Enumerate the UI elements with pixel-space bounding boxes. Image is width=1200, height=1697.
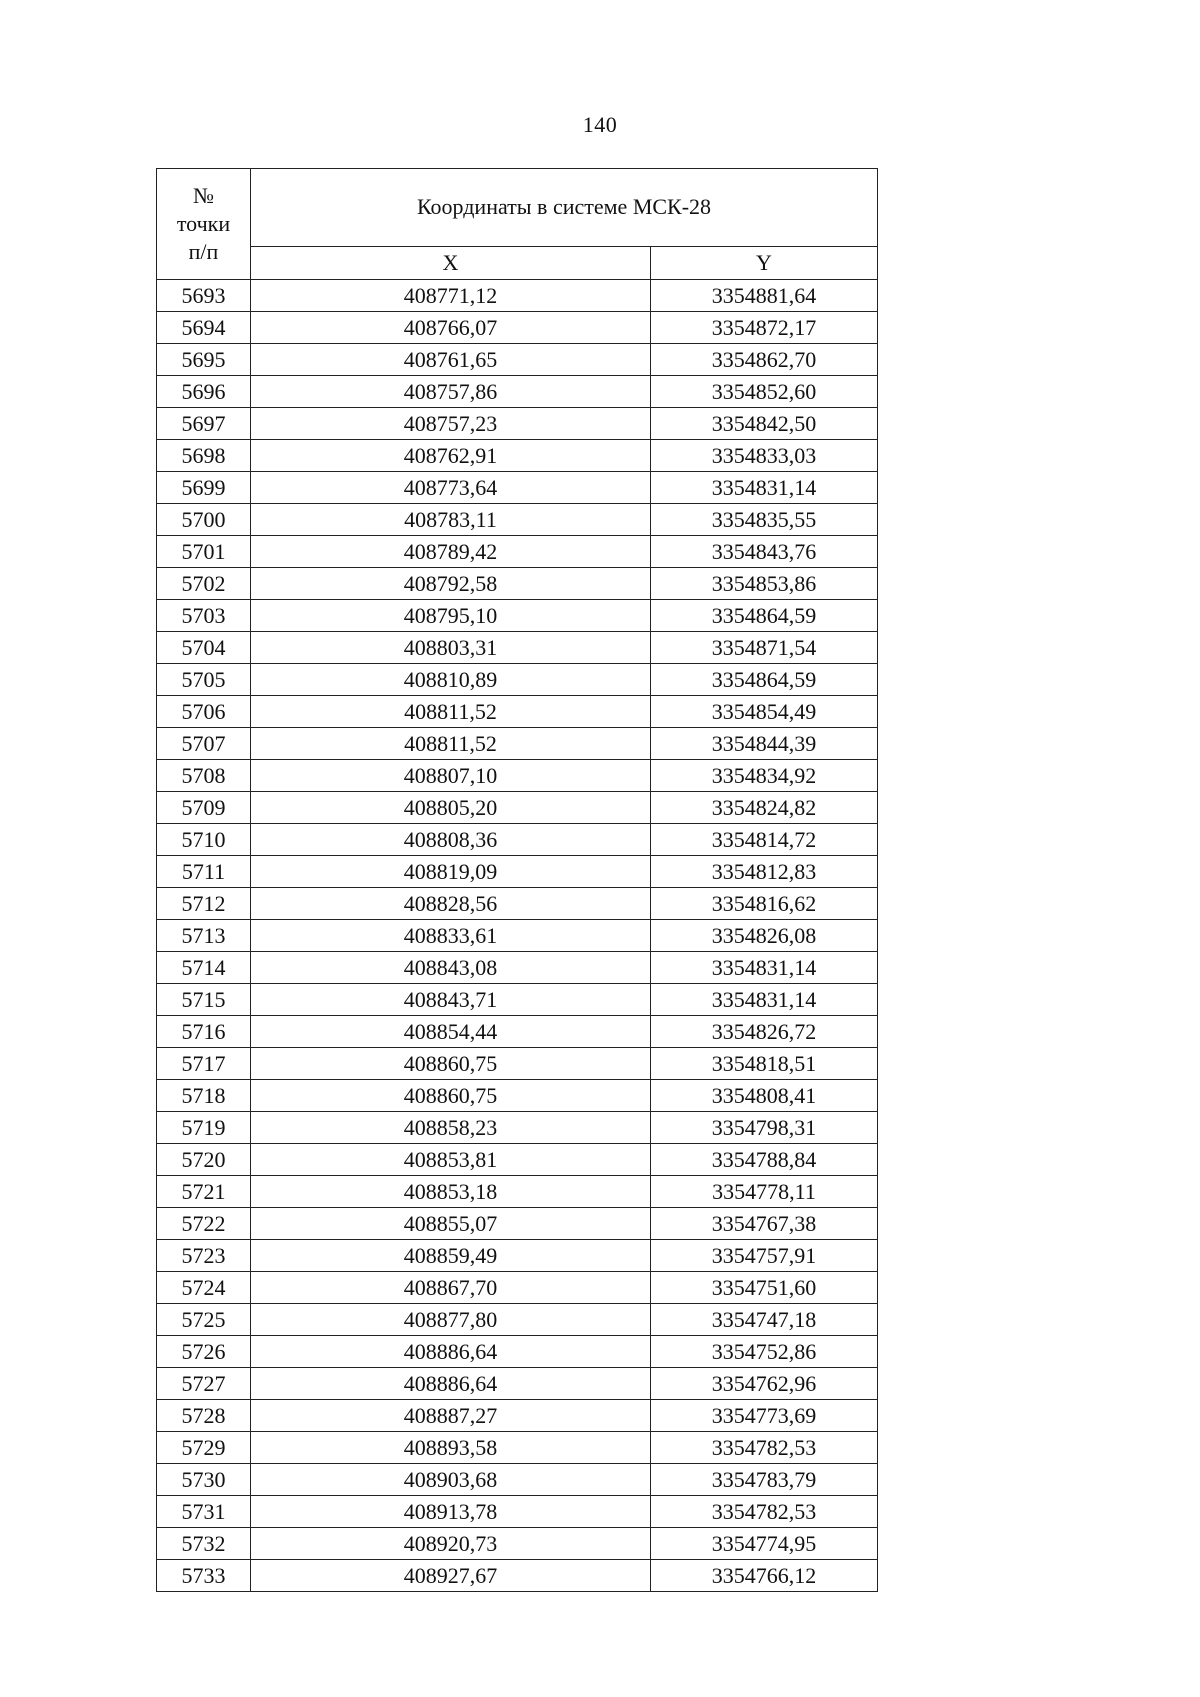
point-number-cell: 5725 (157, 1304, 251, 1336)
x-coordinate-cell: 408893,58 (251, 1432, 651, 1464)
x-coordinate-cell: 408807,10 (251, 760, 651, 792)
table-row (157, 280, 878, 312)
y-coordinate-cell: 3354834,92 (651, 760, 878, 792)
point-number-cell: 5718 (157, 1080, 251, 1112)
y-coordinate-cell: 3354842,50 (651, 408, 878, 440)
point-number-cell: 5705 (157, 664, 251, 696)
table-row (157, 1208, 878, 1240)
point-number-cell: 5706 (157, 696, 251, 728)
y-coordinate-cell: 3354816,62 (651, 888, 878, 920)
x-coordinate-cell: 408828,56 (251, 888, 651, 920)
point-number-cell: 5722 (157, 1208, 251, 1240)
point-number-cell: 5698 (157, 440, 251, 472)
x-coordinate-cell: 408867,70 (251, 1272, 651, 1304)
table-row (157, 1304, 878, 1336)
y-coordinate-cell: 3354835,55 (651, 504, 878, 536)
point-number-cell: 5726 (157, 1336, 251, 1368)
y-coordinate-cell: 3354831,14 (651, 472, 878, 504)
x-coordinate-cell: 408773,64 (251, 472, 651, 504)
x-coordinate-cell: 408783,11 (251, 504, 651, 536)
point-number-cell: 5694 (157, 312, 251, 344)
table-row (157, 1528, 878, 1560)
y-coordinate-cell: 3354773,69 (651, 1400, 878, 1432)
x-coordinate-cell: 408913,78 (251, 1496, 651, 1528)
x-coordinate-cell: 408792,58 (251, 568, 651, 600)
y-coordinate-cell: 3354824,82 (651, 792, 878, 824)
point-number-cell: 5727 (157, 1368, 251, 1400)
table-row (157, 1080, 878, 1112)
point-number-cell: 5701 (157, 536, 251, 568)
table-row (157, 952, 878, 984)
table-row (157, 792, 878, 824)
point-number-cell: 5731 (157, 1496, 251, 1528)
x-coordinate-cell: 408855,07 (251, 1208, 651, 1240)
x-coordinate-cell: 408766,07 (251, 312, 651, 344)
x-coordinate-cell: 408858,23 (251, 1112, 651, 1144)
x-coordinate-cell: 408853,18 (251, 1176, 651, 1208)
table-row (157, 1112, 878, 1144)
y-coordinate-cell: 3354818,51 (651, 1048, 878, 1080)
coordinates-table (156, 168, 878, 1592)
table-row (157, 1272, 878, 1304)
y-coordinate-cell: 3354872,17 (651, 312, 878, 344)
number-header-line2: точки (176, 211, 231, 236)
y-coordinate-cell: 3354762,96 (651, 1368, 878, 1400)
x-coordinate-cell: 408789,42 (251, 536, 651, 568)
table-row (157, 504, 878, 536)
table-row (157, 568, 878, 600)
y-coordinate-cell: 3354808,41 (651, 1080, 878, 1112)
number-symbol: № (193, 183, 214, 208)
point-number-cell: 5693 (157, 280, 251, 312)
point-number-cell: 5700 (157, 504, 251, 536)
x-coordinate-cell: 408903,68 (251, 1464, 651, 1496)
x-coordinate-cell: 408811,52 (251, 728, 651, 760)
x-coordinate-cell: 408886,64 (251, 1368, 651, 1400)
y-coordinate-cell: 3354757,91 (651, 1240, 878, 1272)
point-number-cell: 5699 (157, 472, 251, 504)
x-coordinate-cell: 408833,61 (251, 920, 651, 952)
point-number-cell: 5729 (157, 1432, 251, 1464)
x-coordinate-cell: 408810,89 (251, 664, 651, 696)
x-coordinate-cell: 408771,12 (251, 280, 651, 312)
x-coordinate-cell: 408795,10 (251, 600, 651, 632)
x-coordinate-cell: 408886,64 (251, 1336, 651, 1368)
y-coordinate-cell: 3354774,95 (651, 1528, 878, 1560)
y-coordinate-cell: 3354747,18 (651, 1304, 878, 1336)
point-number-cell: 5719 (157, 1112, 251, 1144)
x-coordinate-cell: 408757,86 (251, 376, 651, 408)
x-coordinate-cell: 408808,36 (251, 824, 651, 856)
y-coordinate-cell: 3354788,84 (651, 1144, 878, 1176)
point-number-cell: 5723 (157, 1240, 251, 1272)
table-row (157, 1144, 878, 1176)
y-coordinate-cell: 3354843,76 (651, 536, 878, 568)
y-column-header: Y (651, 246, 878, 279)
y-coordinate-cell: 3354778,11 (651, 1176, 878, 1208)
point-number-cell: 5697 (157, 408, 251, 440)
table-row (157, 472, 878, 504)
table-row (157, 1176, 878, 1208)
y-coordinate-cell: 3354783,79 (651, 1464, 878, 1496)
point-number-cell: 5712 (157, 888, 251, 920)
table-row (157, 376, 878, 408)
table-row (157, 1048, 878, 1080)
y-coordinate-cell: 3354831,14 (651, 952, 878, 984)
point-number-cell: 5720 (157, 1144, 251, 1176)
table-row (157, 1336, 878, 1368)
table-row (157, 856, 878, 888)
x-coordinate-cell: 408805,20 (251, 792, 651, 824)
point-number-cell: 5733 (157, 1560, 251, 1592)
table-row (157, 1400, 878, 1432)
point-number-cell: 5711 (157, 856, 251, 888)
table-row (157, 312, 878, 344)
y-coordinate-cell: 3354798,31 (651, 1112, 878, 1144)
y-coordinate-cell: 3354853,86 (651, 568, 878, 600)
x-coordinate-cell: 408762,91 (251, 440, 651, 472)
y-coordinate-cell: 3354871,54 (651, 632, 878, 664)
x-coordinate-cell: 408843,71 (251, 984, 651, 1016)
coordinates-header: Координаты в системе МСК-28 (251, 169, 878, 247)
x-coordinate-cell: 408819,09 (251, 856, 651, 888)
point-number-cell: 5704 (157, 632, 251, 664)
point-number-header (157, 169, 251, 280)
x-coordinate-cell: 408877,80 (251, 1304, 651, 1336)
point-number-cell: 5696 (157, 376, 251, 408)
point-number-cell: 5707 (157, 728, 251, 760)
point-number-cell: 5728 (157, 1400, 251, 1432)
y-coordinate-cell: 3354752,86 (651, 1336, 878, 1368)
x-coordinate-cell: 408859,49 (251, 1240, 651, 1272)
y-coordinate-cell: 3354766,12 (651, 1560, 878, 1592)
y-coordinate-cell: 3354826,08 (651, 920, 878, 952)
table-row (157, 632, 878, 664)
x-coordinate-cell: 408927,67 (251, 1560, 651, 1592)
x-coordinate-cell: 408803,31 (251, 632, 651, 664)
x-coordinate-cell: 408853,81 (251, 1144, 651, 1176)
page-number: 140 (582, 112, 618, 137)
point-number-cell: 5716 (157, 1016, 251, 1048)
table-row (157, 1368, 878, 1400)
y-coordinate-cell: 3354881,64 (651, 280, 878, 312)
table-row (157, 1240, 878, 1272)
y-coordinate-cell: 3354862,70 (651, 344, 878, 376)
y-coordinate-cell: 3354854,49 (651, 696, 878, 728)
table-row (157, 888, 878, 920)
point-number-cell: 5714 (157, 952, 251, 984)
x-coordinate-cell: 408860,75 (251, 1048, 651, 1080)
point-number-cell: 5709 (157, 792, 251, 824)
point-number-cell: 5703 (157, 600, 251, 632)
point-number-cell: 5724 (157, 1272, 251, 1304)
x-column-header: X (251, 246, 651, 279)
point-number-cell: 5713 (157, 920, 251, 952)
y-coordinate-cell: 3354833,03 (651, 440, 878, 472)
y-coordinate-cell: 3354814,72 (651, 824, 878, 856)
x-coordinate-cell: 408843,08 (251, 952, 651, 984)
y-coordinate-cell: 3354852,60 (651, 376, 878, 408)
table-row (157, 728, 878, 760)
y-coordinate-cell: 3354812,83 (651, 856, 878, 888)
x-coordinate-cell: 408860,75 (251, 1080, 651, 1112)
point-number-cell: 5717 (157, 1048, 251, 1080)
x-coordinate-cell: 408854,44 (251, 1016, 651, 1048)
y-coordinate-cell: 3354782,53 (651, 1432, 878, 1464)
x-coordinate-cell: 408887,27 (251, 1400, 651, 1432)
y-coordinate-cell: 3354864,59 (651, 664, 878, 696)
point-number-cell: 5695 (157, 344, 251, 376)
table-body (157, 280, 878, 1592)
point-number-cell: 5732 (157, 1528, 251, 1560)
y-coordinate-cell: 3354826,72 (651, 1016, 878, 1048)
point-number-cell: 5730 (157, 1464, 251, 1496)
table-row (157, 1560, 878, 1592)
x-coordinate-cell: 408811,52 (251, 696, 651, 728)
table-row (157, 1016, 878, 1048)
table-row (157, 920, 878, 952)
table-row (157, 440, 878, 472)
y-coordinate-cell: 3354767,38 (651, 1208, 878, 1240)
table-row (157, 984, 878, 1016)
table-row (157, 536, 878, 568)
table-row (157, 760, 878, 792)
y-coordinate-cell: 3354751,60 (651, 1272, 878, 1304)
x-coordinate-cell: 408757,23 (251, 408, 651, 440)
table-row (157, 664, 878, 696)
table-row (157, 824, 878, 856)
number-header-line3: п/п (188, 239, 219, 264)
table-row (157, 696, 878, 728)
point-number-cell: 5721 (157, 1176, 251, 1208)
table-row (157, 408, 878, 440)
y-coordinate-cell: 3354782,53 (651, 1496, 878, 1528)
point-number-cell: 5708 (157, 760, 251, 792)
table-row (157, 600, 878, 632)
y-coordinate-cell: 3354844,39 (651, 728, 878, 760)
table-row (157, 1496, 878, 1528)
x-coordinate-cell: 408761,65 (251, 344, 651, 376)
y-coordinate-cell: 3354864,59 (651, 600, 878, 632)
y-coordinate-cell: 3354831,14 (651, 984, 878, 1016)
table-row (157, 1464, 878, 1496)
point-number-cell: 5715 (157, 984, 251, 1016)
point-number-cell: 5710 (157, 824, 251, 856)
table-row (157, 1432, 878, 1464)
table-row (157, 344, 878, 376)
x-coordinate-cell: 408920,73 (251, 1528, 651, 1560)
point-number-cell: 5702 (157, 568, 251, 600)
